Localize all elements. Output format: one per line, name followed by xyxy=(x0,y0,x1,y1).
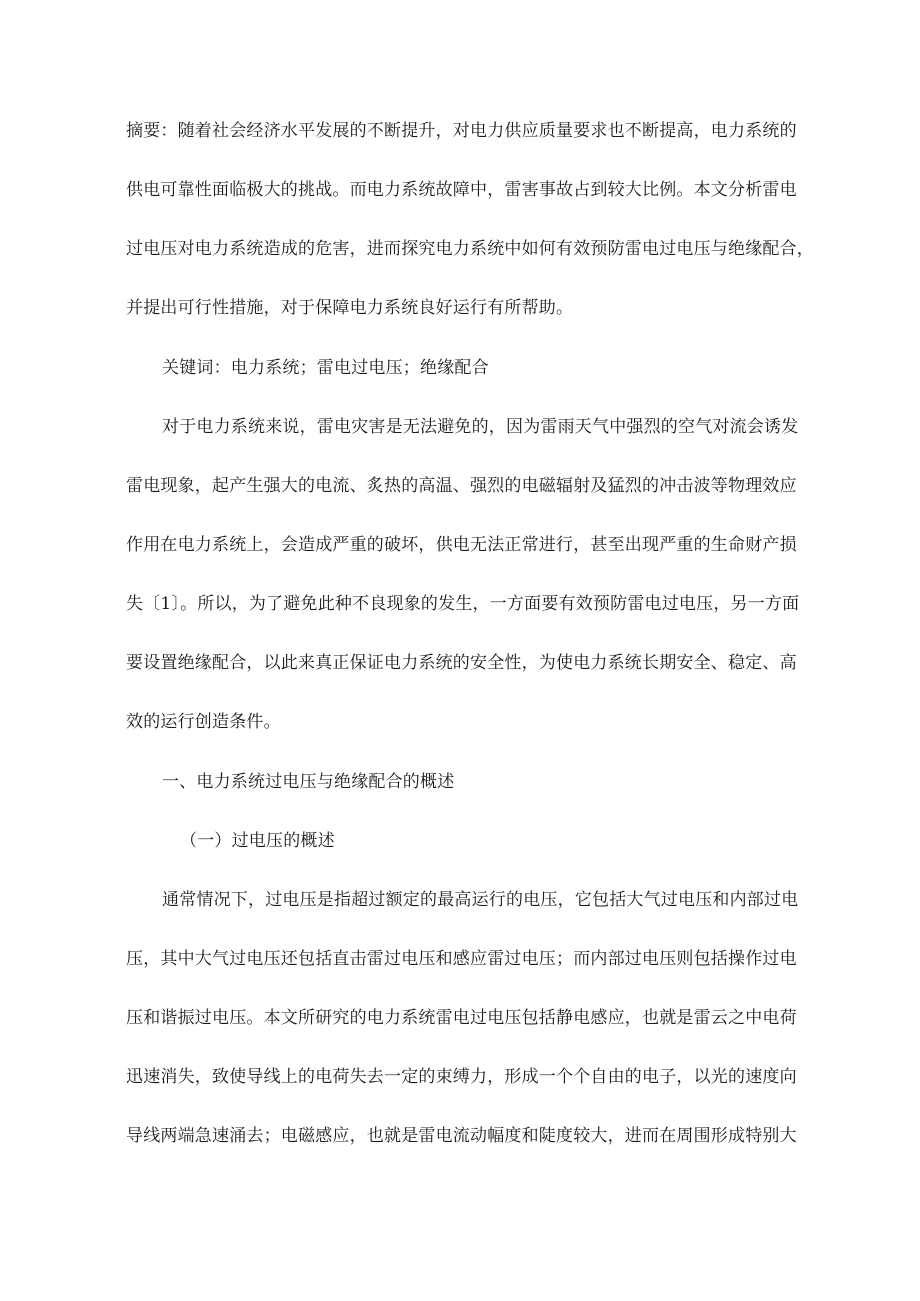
body-line: 压和谐振过电压。本文所研究的电力系统雷电过电压包括静电感应，也就是雷云之中电荷 xyxy=(126,1008,797,1028)
intro-line: 作用在电力系统上，会造成严重的破坏，供电无法正常进行，甚至出现严重的生命财产损 xyxy=(126,535,797,555)
keywords: 关键词：电力系统；雷电过电压；绝缘配合 xyxy=(162,358,489,378)
subsection-heading: （一）过电压的概述 xyxy=(180,831,335,851)
intro-line: 效的运行创造条件。 xyxy=(126,712,281,732)
abstract-line: 过电压对电力系统造成的危害，进而探究电力系统中如何有效预防雷电过电压与绝缘配合， xyxy=(126,239,814,259)
body-line: 压，其中大气过电压还包括直击雷过电压和感应雷过电压；而内部过电压则包括操作过电 xyxy=(126,949,797,969)
body-line: 通常情况下，过电压是指超过额定的最高运行的电压，它包括大气过电压和内部过电 xyxy=(162,890,799,910)
abstract-line: 并提出可行性措施，对于保障电力系统良好运行有所帮助。 xyxy=(126,298,574,318)
intro-line: 失〔1〕。所以，为了避免此种不良现象的发生，一方面要有效预防雷电过电压，另一方面 xyxy=(126,594,800,614)
abstract-line: 供电可靠性面临极大的挑战。而电力系统故障中，雷害事故占到较大比例。本文分析雷电 xyxy=(126,180,797,200)
intro-line: 对于电力系统来说，雷电灾害是无法避免的，因为雷雨天气中强烈的空气对流会诱发 xyxy=(162,417,799,437)
section-heading: 一、电力系统过电压与绝缘配合的概述 xyxy=(162,772,455,792)
intro-line: 雷电现象，起产生强大的电流、炙热的高温、强烈的电磁辐射及猛烈的冲击波等物理效应 xyxy=(126,476,797,496)
intro-line: 要设置绝缘配合，以此来真正保证电力系统的安全性，为使电力系统长期安全、稳定、高 xyxy=(126,653,797,673)
abstract-line: 摘要：随着社会经济水平发展的不断提升，对电力供应质量要求也不断提高，电力系统的 xyxy=(126,121,797,141)
body-line: 导线两端急速涌去；电磁感应，也就是雷电流动幅度和陡度较大，进而在周围形成特别大 xyxy=(126,1126,797,1146)
body-line: 迅速消失，致使导线上的电荷失去一定的束缚力，形成一个个自由的电子，以光的速度向 xyxy=(126,1067,797,1087)
